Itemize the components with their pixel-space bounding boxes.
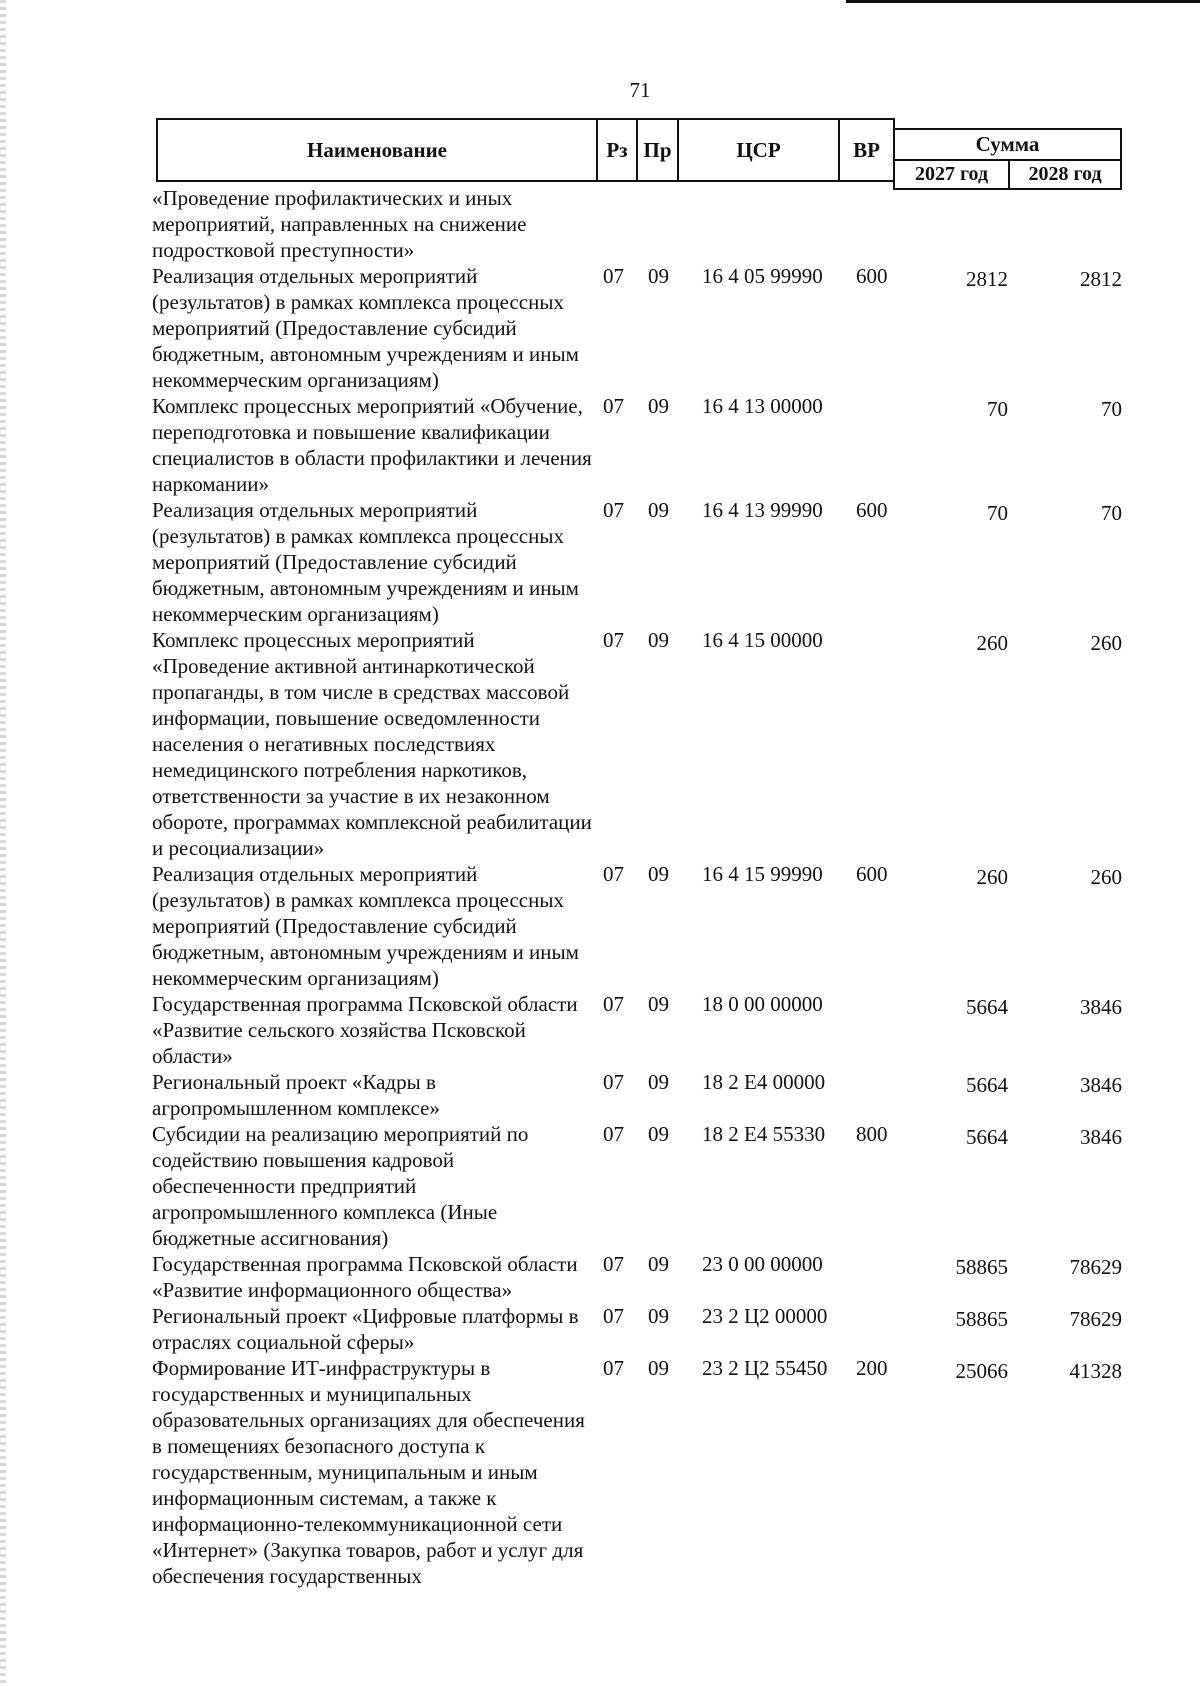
row-csr: 16 4 05 99990 xyxy=(702,264,823,288)
row-vr: 600 xyxy=(856,862,888,886)
row-name: Реализация отдельных мероприятий (результатов) в рамках комплекса процессных мероприятий (Предоставление субсидий бюджетным, автономным учреждениям и иным некоммерческим организациям) xyxy=(152,264,579,392)
row-vr: 200 xyxy=(856,1356,888,1380)
header-sum: Сумма xyxy=(893,128,1122,161)
row-csr: 18 2 Е4 55330 xyxy=(702,1122,826,1146)
header-year-2028: 2028 год xyxy=(1008,159,1122,190)
row-sum-2027: 5664 xyxy=(966,995,1008,1019)
header-rz: Рз xyxy=(596,118,638,182)
header-csr: ЦСР xyxy=(677,118,840,182)
row-name: Региональный проект «Цифровые платформы в отраслях социальной сферы» xyxy=(152,1304,579,1354)
row-vr: 600 xyxy=(856,264,888,288)
row-sum-2027: 25066 xyxy=(955,1359,1008,1383)
row-sum-2028: 3846 xyxy=(1080,1073,1122,1097)
row-csr: 16 4 13 99990 xyxy=(702,498,823,522)
row-csr: 23 0 00 00000 xyxy=(702,1252,823,1276)
row-name: Формирование ИТ-инфраструктуры в государственных и муниципальных образовательных организациях для обеспечения в помещениях безопасного доступа к государственным, муниципальным и иным информационным системам, а также к информационно-телекоммуникационной сети «Интернет» (Закупка товаров, работ и услуг для обеспечения государственных xyxy=(152,1356,585,1588)
row-name: Реализация отдельных мероприятий (результатов) в рамках комплекса процессных мероприятий (Предоставление субсидий бюджетным, автономным учреждениям и иным некоммерческим организациям) xyxy=(152,498,579,626)
row-sum-2028: 70 xyxy=(1101,397,1122,421)
table-row xyxy=(0,991,1200,1069)
table-row xyxy=(0,1355,1200,1589)
row-sum-2027: 5664 xyxy=(966,1125,1008,1149)
row-pr: 09 xyxy=(648,1122,669,1146)
row-sum-2027: 2812 xyxy=(966,267,1008,291)
row-rz: 07 xyxy=(603,1304,624,1328)
row-csr: 16 4 13 00000 xyxy=(702,394,823,418)
row-rz: 07 xyxy=(603,1252,624,1276)
row-sum-2028: 3846 xyxy=(1080,995,1122,1019)
row-name: Комплекс процессных мероприятий «Обучение, переподготовка и повышение квалификации специалистов в области профилактики и лечения наркомании» xyxy=(152,394,592,496)
row-csr: 23 2 Ц2 00000 xyxy=(702,1304,828,1328)
row-pr: 09 xyxy=(648,498,669,522)
row-sum-2027: 5664 xyxy=(966,1073,1008,1097)
row-sum-2027: 260 xyxy=(976,631,1008,655)
row-csr: 18 2 Е4 00000 xyxy=(702,1070,826,1094)
row-sum-2028: 41328 xyxy=(1069,1359,1122,1383)
row-rz: 07 xyxy=(603,862,624,886)
table-body xyxy=(0,185,1200,1589)
row-vr: 600 xyxy=(856,498,888,522)
row-pr: 09 xyxy=(648,992,669,1016)
row-rz: 07 xyxy=(603,1356,624,1380)
row-sum-2028: 78629 xyxy=(1069,1307,1122,1331)
row-pr: 09 xyxy=(648,862,669,886)
row-csr: 18 0 00 00000 xyxy=(702,992,823,1016)
row-sum-2027: 70 xyxy=(987,501,1008,525)
row-sum-2027: 260 xyxy=(976,865,1008,889)
row-pr: 09 xyxy=(648,1070,669,1094)
row-sum-2027: 58865 xyxy=(955,1307,1008,1331)
header-vr: ВР xyxy=(838,118,895,182)
row-sum-2028: 78629 xyxy=(1069,1255,1122,1279)
table-row xyxy=(0,627,1200,861)
row-sum-2028: 260 xyxy=(1090,865,1122,889)
row-pr: 09 xyxy=(648,394,669,418)
header-year-2027: 2027 год xyxy=(893,159,1010,190)
row-sum-2028: 3846 xyxy=(1080,1125,1122,1149)
table-row xyxy=(0,1069,1200,1121)
row-sum-2028: 70 xyxy=(1101,501,1122,525)
header-pr: Пр xyxy=(636,118,679,182)
row-pr: 09 xyxy=(648,1304,669,1328)
scan-top-line xyxy=(846,0,1200,3)
row-sum-2028: 2812 xyxy=(1080,267,1122,291)
row-rz: 07 xyxy=(603,1070,624,1094)
table-header xyxy=(156,118,1122,190)
page-number: 71 xyxy=(629,78,651,102)
row-name: Реализация отдельных мероприятий (результатов) в рамках комплекса процессных мероприятий (Предоставление субсидий бюджетным, автономным учреждениям и иным некоммерческим организациям) xyxy=(152,862,579,990)
row-pr: 09 xyxy=(648,264,669,288)
table-row xyxy=(0,185,1200,263)
row-sum-2027: 70 xyxy=(987,397,1008,421)
row-name: Государственная программа Псковской области «Развитие информационного общества» xyxy=(152,1252,578,1302)
row-rz: 07 xyxy=(603,498,624,522)
row-pr: 09 xyxy=(648,628,669,652)
table-row xyxy=(0,861,1200,991)
row-pr: 09 xyxy=(648,1252,669,1276)
row-csr: 16 4 15 99990 xyxy=(702,862,823,886)
row-name: Субсидии на реализацию мероприятий по содействию повышения кадровой обеспеченности предприятий агропромышленного комплекса (Иные бюджетные ассигнования) xyxy=(152,1122,529,1250)
table-row xyxy=(0,393,1200,497)
row-csr: 16 4 15 00000 xyxy=(702,628,823,652)
table-row xyxy=(0,497,1200,627)
row-csr: 23 2 Ц2 55450 xyxy=(702,1356,828,1380)
table-row xyxy=(0,1121,1200,1251)
row-name: Государственная программа Псковской области «Развитие сельского хозяйства Псковской области» xyxy=(152,992,578,1068)
table-row xyxy=(0,1251,1200,1303)
row-rz: 07 xyxy=(603,1122,624,1146)
row-name: Региональный проект «Кадры в агропромышленном комплексе» xyxy=(152,1070,440,1120)
row-name: Комплекс процессных мероприятий «Проведение активной антинаркотической пропаганды, в том числе в средствах массовой информации, повышение осведомленности населения о негативных последствиях немедицинского потребления наркотиков, ответственности за участие в их незаконном обороте, программах комплексной реабилитации и ресоциализации» xyxy=(152,628,592,860)
row-name: «Проведение профилактических и иных мероприятий, направленных на снижение подростковой преступности» xyxy=(152,186,527,262)
table-row xyxy=(0,1303,1200,1355)
row-rz: 07 xyxy=(603,394,624,418)
row-rz: 07 xyxy=(603,992,624,1016)
table-row xyxy=(0,263,1200,393)
row-vr: 800 xyxy=(856,1122,888,1146)
row-sum-2028: 260 xyxy=(1090,631,1122,655)
header-name: Наименование xyxy=(156,118,598,182)
row-rz: 07 xyxy=(603,264,624,288)
row-rz: 07 xyxy=(603,628,624,652)
row-sum-2027: 58865 xyxy=(955,1255,1008,1279)
row-pr: 09 xyxy=(648,1356,669,1380)
